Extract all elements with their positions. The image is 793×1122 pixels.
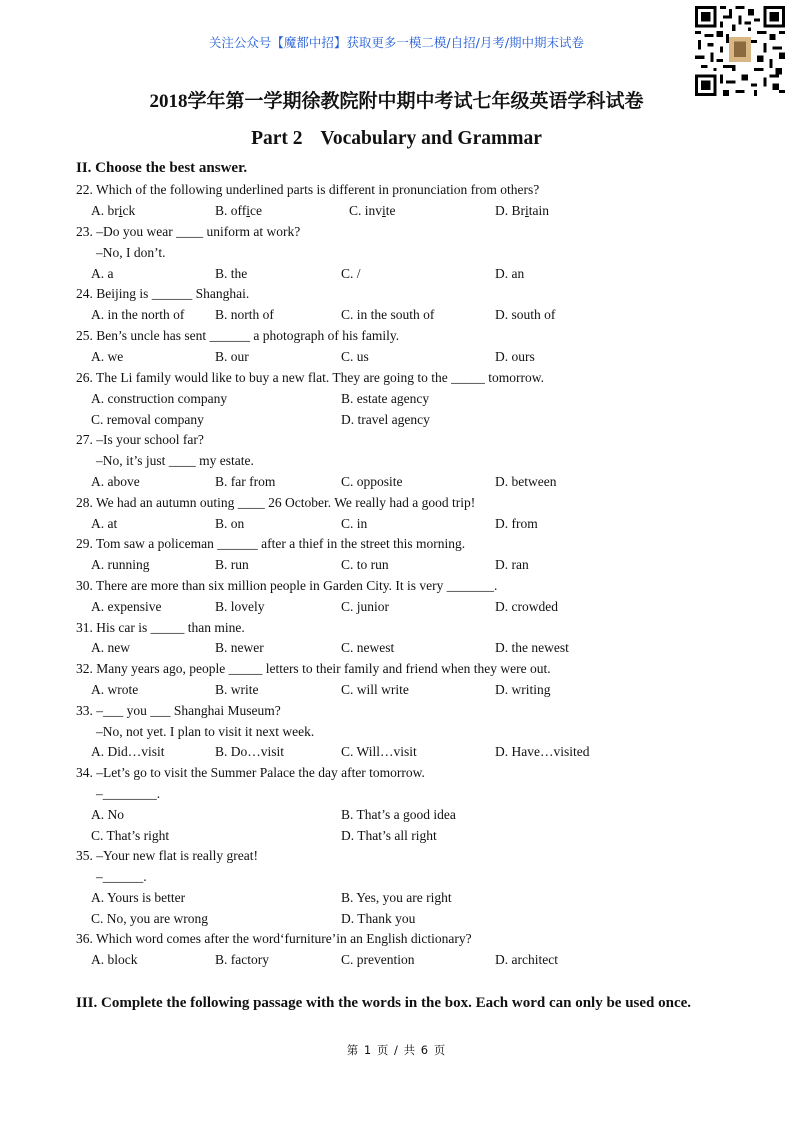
q25-option-a: A. we xyxy=(91,349,124,364)
q33-option-c: C. Will…visit xyxy=(341,744,417,759)
q34-option-c: C. That’s right xyxy=(91,828,170,843)
q29-option-c: C. to run xyxy=(341,557,389,572)
q33-option-a: A. Did…visit xyxy=(91,744,165,759)
q26-option-d: D. travel agency xyxy=(341,412,430,427)
q30-option-d: D. crowded xyxy=(495,599,558,614)
question-27-stem: 27. –Is your school far? xyxy=(76,432,204,447)
q22-option-b: B. office xyxy=(215,203,263,218)
q33-option-d: D. Have…visited xyxy=(495,744,590,759)
question-33-stem: 33. –___ you ___ Shanghai Museum? xyxy=(76,703,281,718)
part-name: Vocabulary and Grammar xyxy=(320,128,542,149)
q28-option-b: B. on xyxy=(215,516,245,531)
q24-option-c: C. in the south of xyxy=(341,307,435,322)
q36-option-b: B. factory xyxy=(215,952,269,967)
q26-option-b: B. estate agency xyxy=(341,391,430,406)
q32-option-c: C. will write xyxy=(341,682,409,697)
section-3-heading: III. Complete the following passage with the words in the box. Each word can only be used once. xyxy=(76,995,692,1011)
promo-banner: 关注公众号【魔都中招】获取更多一模二模/自招/月考/期中期末试卷 xyxy=(208,35,585,50)
q27-option-a: A. above xyxy=(91,474,140,489)
q30-option-c: C. junior xyxy=(341,599,390,614)
q30-option-b: B. lovely xyxy=(215,599,265,614)
question-23-reply: –No, I don’t. xyxy=(96,245,166,260)
q28-option-a: A. at xyxy=(91,516,118,531)
q28-option-d: D. from xyxy=(495,516,538,531)
q22-option-d: D. Britain xyxy=(495,203,550,218)
part-number: Part 2 xyxy=(251,128,303,149)
qr-code-image xyxy=(695,6,785,96)
q23-option-d: D. an xyxy=(495,266,525,281)
q24-option-a: A. in the north of xyxy=(91,307,185,322)
question-29-stem: 29. Tom saw a policeman ______ after a thief in the street this morning. xyxy=(76,536,466,551)
q23-option-a: A. a xyxy=(91,266,114,281)
question-26-stem: 26. The Li family would like to buy a new flat. They are going to the _____ tomorrow. xyxy=(76,370,545,385)
question-36-stem: 36. Which word comes after the word‘furniture’in an English dictionary? xyxy=(76,931,472,946)
q31-option-a: A. new xyxy=(91,640,130,655)
question-32-stem: 32. Many years ago, people _____ letters to their family and friend when they were out. xyxy=(76,661,551,676)
q25-option-b: B. our xyxy=(215,349,249,364)
q24-option-b: B. north of xyxy=(215,307,274,322)
q30-option-a: A. expensive xyxy=(91,599,162,614)
q35-option-d: D. Thank you xyxy=(341,911,416,926)
q25-option-d: D. ours xyxy=(495,349,535,364)
q28-option-c: C. in xyxy=(341,516,368,531)
q27-option-c: C. opposite xyxy=(341,474,403,489)
q31-option-d: D. the newest xyxy=(495,640,569,655)
q34-option-d: D. That’s all right xyxy=(341,828,437,843)
question-30-stem: 30. There are more than six million people in Garden City. It is very _______. xyxy=(76,578,498,593)
q25-option-c: C. us xyxy=(341,349,369,364)
section-2-heading: II. Choose the best answer. xyxy=(76,160,248,176)
question-34-stem: 34. –Let’s go to visit the Summer Palace the day after tomorrow. xyxy=(76,765,425,780)
question-34-reply: –________. xyxy=(96,786,161,801)
question-25-stem: 25. Ben’s uncle has sent ______ a photograph of his family. xyxy=(76,328,400,343)
q32-option-a: A. wrote xyxy=(91,682,139,697)
question-23-stem: 23. –Do you wear ____ uniform at work? xyxy=(76,224,301,239)
q35-option-a: A. Yours is better xyxy=(91,890,186,905)
q33-option-b: B. Do…visit xyxy=(215,744,285,759)
q31-option-c: C. newest xyxy=(341,640,395,655)
q36-option-c: C. prevention xyxy=(341,952,415,967)
q31-option-b: B. newer xyxy=(215,640,264,655)
q32-option-b: B. write xyxy=(215,682,259,697)
q22-option-a: A. brick xyxy=(91,203,136,218)
q23-option-c: C. / xyxy=(341,266,361,281)
question-31-stem: 31. His car is _____ than mine. xyxy=(76,620,245,635)
q26-option-c: C. removal company xyxy=(91,412,204,427)
q24-option-d: D. south of xyxy=(495,307,556,322)
q32-option-d: D. writing xyxy=(495,682,551,697)
q34-option-b: B. That’s a good idea xyxy=(341,807,456,822)
q29-option-a: A. running xyxy=(91,557,150,572)
q27-option-b: B. far from xyxy=(215,474,276,489)
question-35-reply: –______. xyxy=(96,869,147,884)
q22-option-c: C. invite xyxy=(349,203,396,218)
q26-option-a: A. construction company xyxy=(91,391,228,406)
q27-option-d: D. between xyxy=(495,474,557,489)
q35-option-b: B. Yes, you are right xyxy=(341,890,452,905)
question-28-stem: 28. We had an autumn outing ____ 26 October. We really had a good trip! xyxy=(76,495,476,510)
question-33-reply: –No, not yet. I plan to visit it next week. xyxy=(96,724,315,739)
q23-option-b: B. the xyxy=(215,266,248,281)
question-35-stem: 35. –Your new flat is really great! xyxy=(76,848,258,863)
exam-title: 2018学年第一学期徐教院附中期中考试七年级英语学科试卷 xyxy=(149,91,644,112)
question-22-stem: 22. Which of the following underlined parts is different in pronunciation from others? xyxy=(76,182,540,197)
question-24-stem: 24. Beijing is ______ Shanghai. xyxy=(76,286,250,301)
q29-option-b: B. run xyxy=(215,557,249,572)
q29-option-d: D. ran xyxy=(495,557,529,572)
q36-option-a: A. block xyxy=(91,952,138,967)
q36-option-d: D. architect xyxy=(495,952,558,967)
page-footer: 第 1 页 / 共 6 页 xyxy=(346,1043,447,1057)
question-27-reply: –No, it’s just ____ my estate. xyxy=(96,453,254,468)
q34-option-a: A. No xyxy=(91,807,124,822)
part-heading xyxy=(0,128,793,150)
q35-option-c: C. No, you are wrong xyxy=(91,911,208,926)
